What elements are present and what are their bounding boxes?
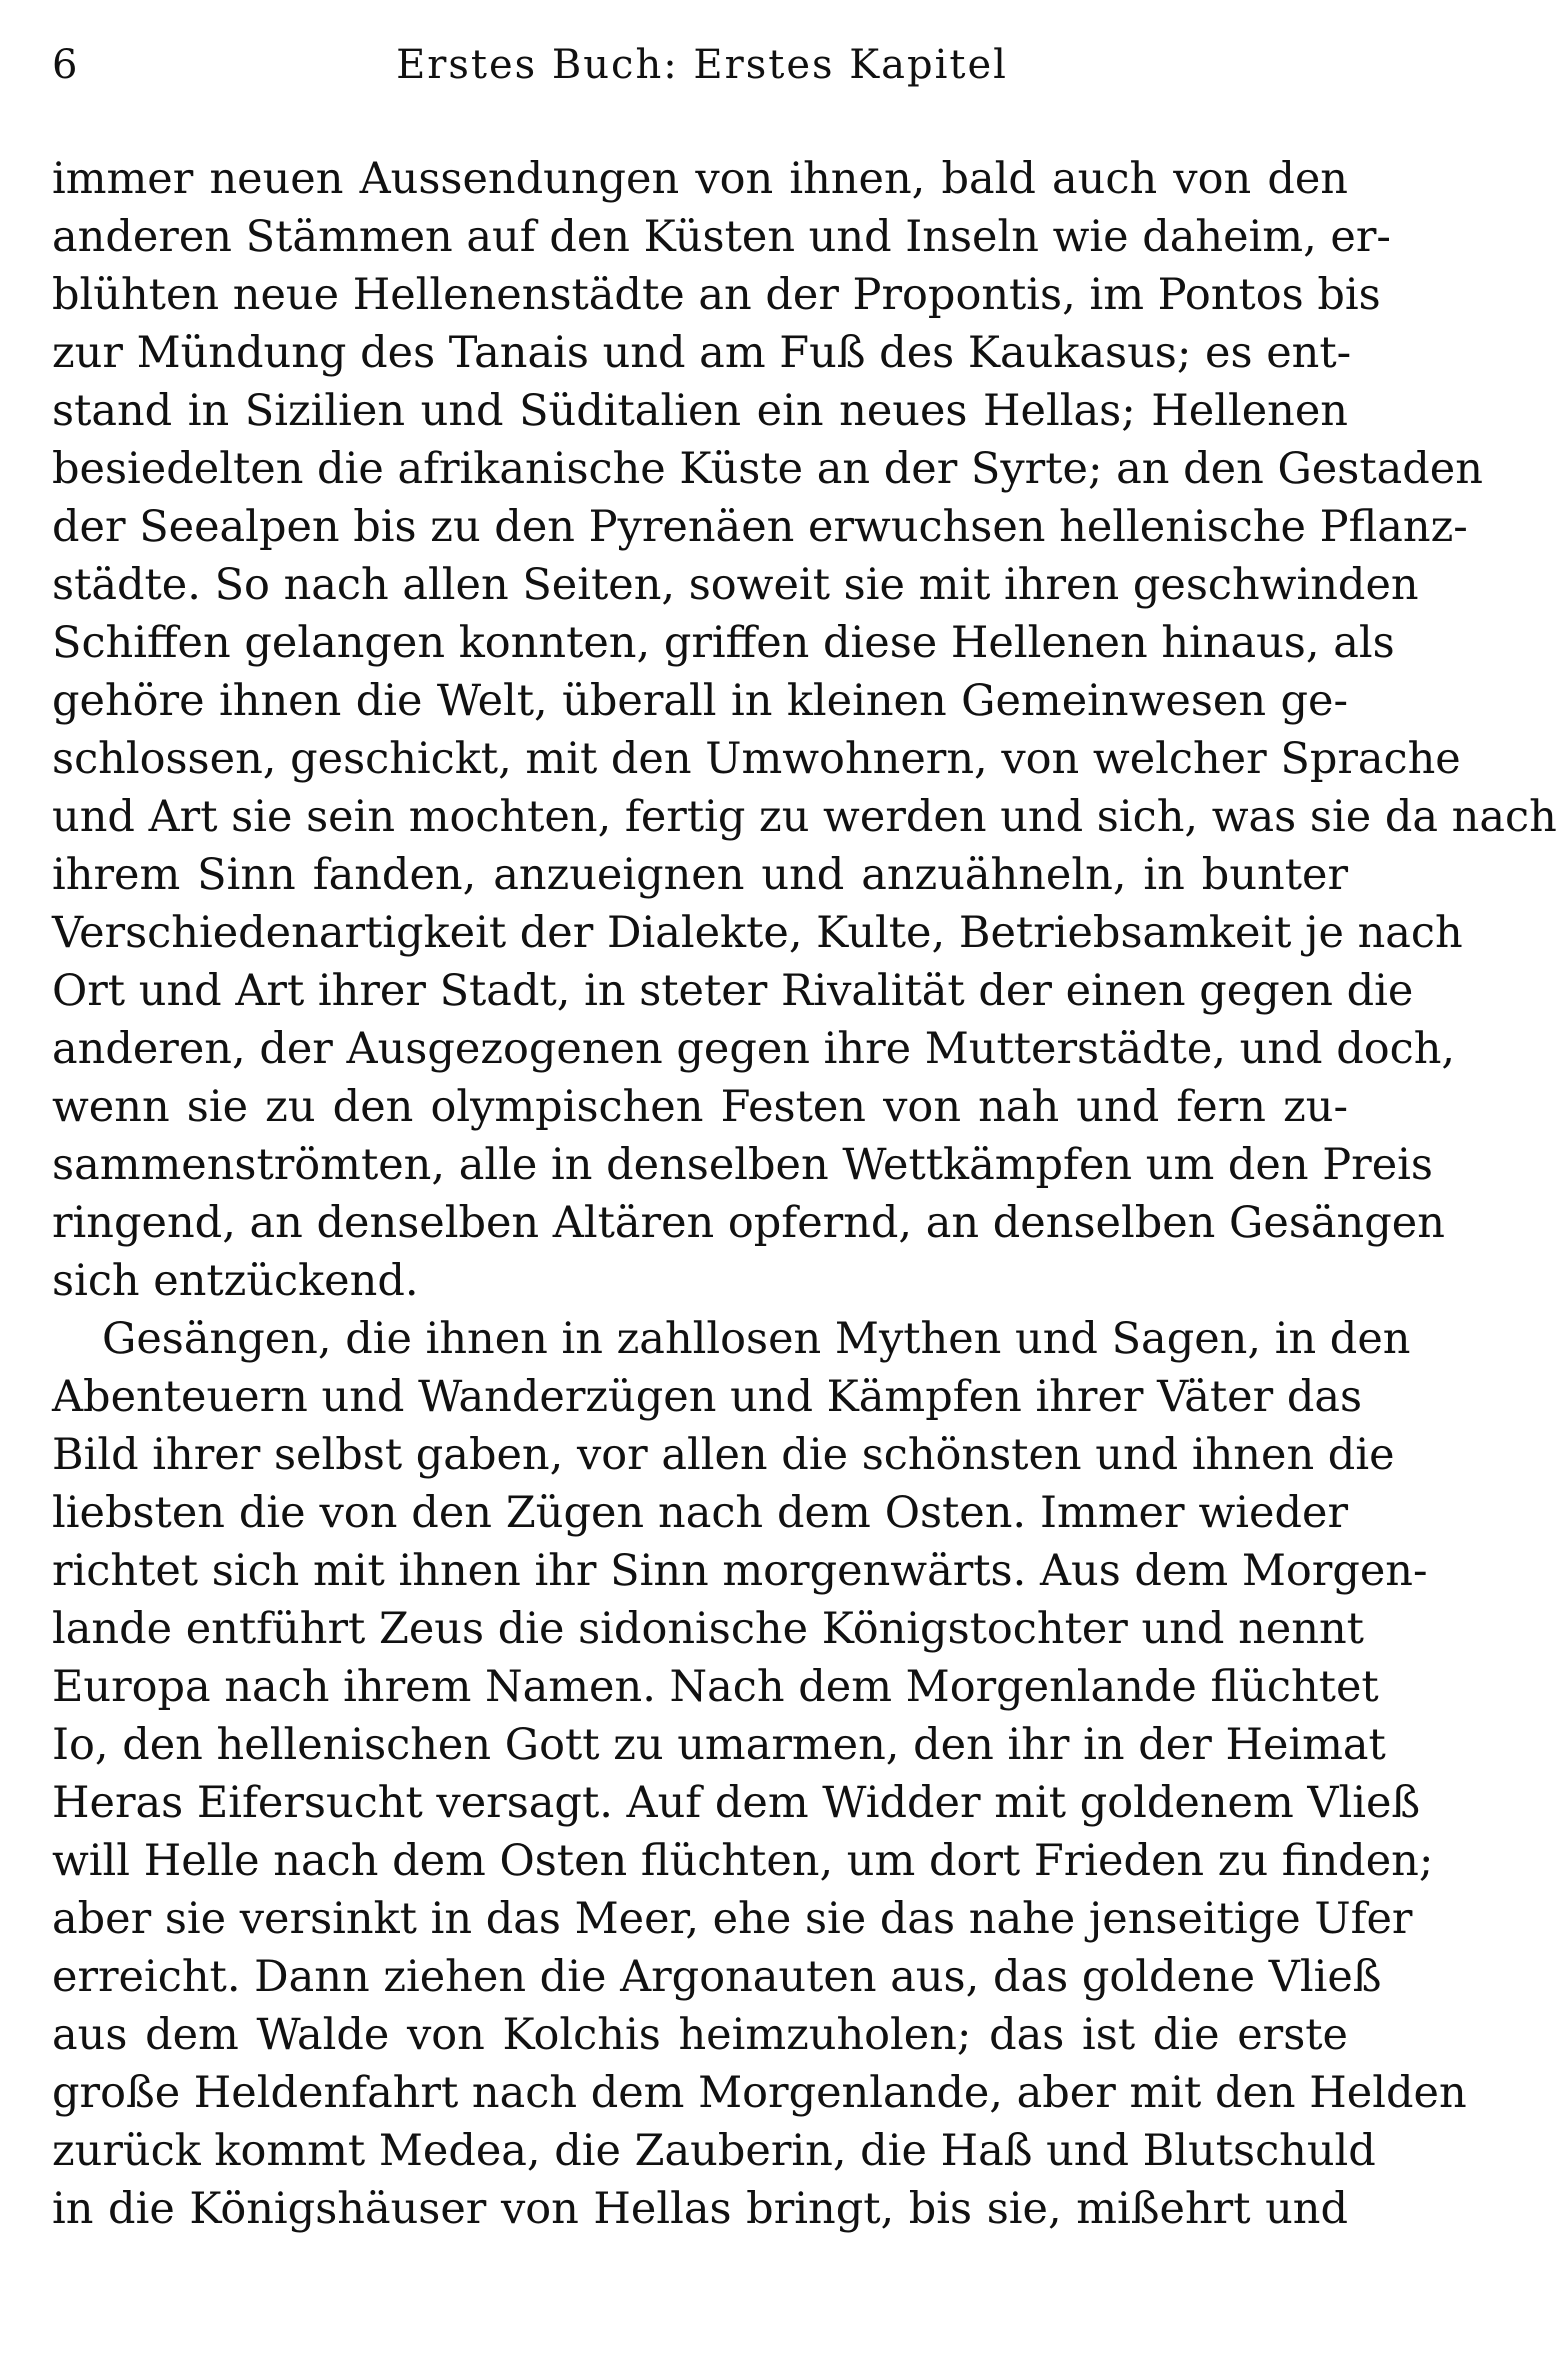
text-line: gehöre ihnen die Welt, überall in kleinen Gemeinwesen ge- (52, 676, 1348, 726)
text-line: Io, den hellenischen Gott zu umarmen, den ihr in der Heimat (52, 1720, 1386, 1770)
paragraph-1 (52, 150, 1557, 1310)
text-line: schlossen, geschickt, mit den Umwohnern, von welcher Sprache (52, 734, 1461, 784)
running-head: Erstes Buch: Erstes Kapitel (396, 42, 1008, 88)
text-line: Abenteuern und Wanderzügen und Kämpfen ihrer Väter das (52, 1372, 1363, 1422)
text-line: der Seealpen bis zu den Pyrenäen erwuchsen hellenische Pflanz- (52, 502, 1468, 552)
text-line: Europa nach ihrem Namen. Nach dem Morgenlande flüchtet (52, 1662, 1379, 1712)
page-number: 6 (52, 42, 78, 88)
text-line: lande entführt Zeus die sidonische Königstochter und nennt (52, 1604, 1364, 1654)
text-line: sich entzückend. (52, 1256, 419, 1306)
paragraph-2 (52, 1310, 1467, 2238)
text-line: und Art sie sein mochten, fertig zu werden und sich, was sie da nach (52, 792, 1557, 842)
text-line: Bild ihrer selbst gaben, vor allen die schönsten und ihnen die (52, 1430, 1395, 1480)
text-line: in die Königshäuser von Hellas bringt, bis sie, mißehrt und (52, 2184, 1348, 2234)
text-line: Gesängen, die ihnen in zahllosen Mythen und Sagen, in den (102, 1314, 1411, 1364)
text-line: Ort und Art ihrer Stadt, in steter Rivalität der einen gegen die (52, 966, 1414, 1016)
page-header (52, 36, 1352, 106)
text-line: sammenströmten, alle in denselben Wettkämpfen um den Preis (52, 1140, 1433, 1190)
text-line: erreicht. Dann ziehen die Argonauten aus, das goldene Vließ (52, 1952, 1382, 2002)
text-line: wenn sie zu den olympischen Festen von nah und fern zu- (52, 1082, 1348, 1132)
text-line: anderen, der Ausgezogenen gegen ihre Mutterstädte, und doch, (52, 1024, 1456, 1074)
text-line: besiedelten die afrikanische Küste an der Syrte; an den Gestaden (52, 444, 1483, 494)
text-line: anderen Stämmen auf den Küsten und Inseln wie daheim, er- (52, 212, 1391, 262)
text-line: richtet sich mit ihnen ihr Sinn morgenwärts. Aus dem Morgen- (52, 1546, 1428, 1596)
text-line: aber sie versinkt in das Meer, ehe sie das nahe jenseitige Ufer (52, 1894, 1413, 1944)
text-line: städte. So nach allen Seiten, soweit sie mit ihren geschwinden (52, 560, 1419, 610)
text-line: liebsten die von den Zügen nach dem Osten. Immer wieder (52, 1488, 1348, 1538)
text-line: stand in Sizilien und Süditalien ein neues Hellas; Hellenen (52, 386, 1348, 436)
text-line: blühten neue Hellenenstädte an der Propontis, im Pontos bis (52, 270, 1381, 320)
text-line: große Heldenfahrt nach dem Morgenlande, aber mit den Helden (52, 2068, 1467, 2118)
text-line: ringend, an denselben Altären opfernd, an denselben Gesängen (52, 1198, 1445, 1248)
text-line: immer neuen Aussendungen von ihnen, bald auch von den (52, 154, 1348, 204)
text-line: aus dem Walde von Kolchis heimzuholen; das ist die erste (52, 2010, 1348, 2060)
text-line: will Helle nach dem Osten flüchten, um dort Frieden zu finden; (52, 1836, 1434, 1886)
body-text (52, 150, 1557, 2238)
text-line: zur Mündung des Tanais und am Fuß des Kaukasus; es ent- (52, 328, 1352, 378)
text-line: Schiffen gelangen konnten, griffen diese Hellenen hinaus, als (52, 618, 1395, 668)
text-line: zurück kommt Medea, die Zauberin, die Haß und Blutschuld (52, 2126, 1376, 2176)
text-line: Verschiedenartigkeit der Dialekte, Kulte, Betriebsamkeit je nach (52, 908, 1463, 958)
text-line: Heras Eifersucht versagt. Auf dem Widder mit goldenem Vließ (52, 1778, 1421, 1828)
text-line: ihrem Sinn fanden, anzueignen und anzuähneln, in bunter (52, 850, 1348, 900)
